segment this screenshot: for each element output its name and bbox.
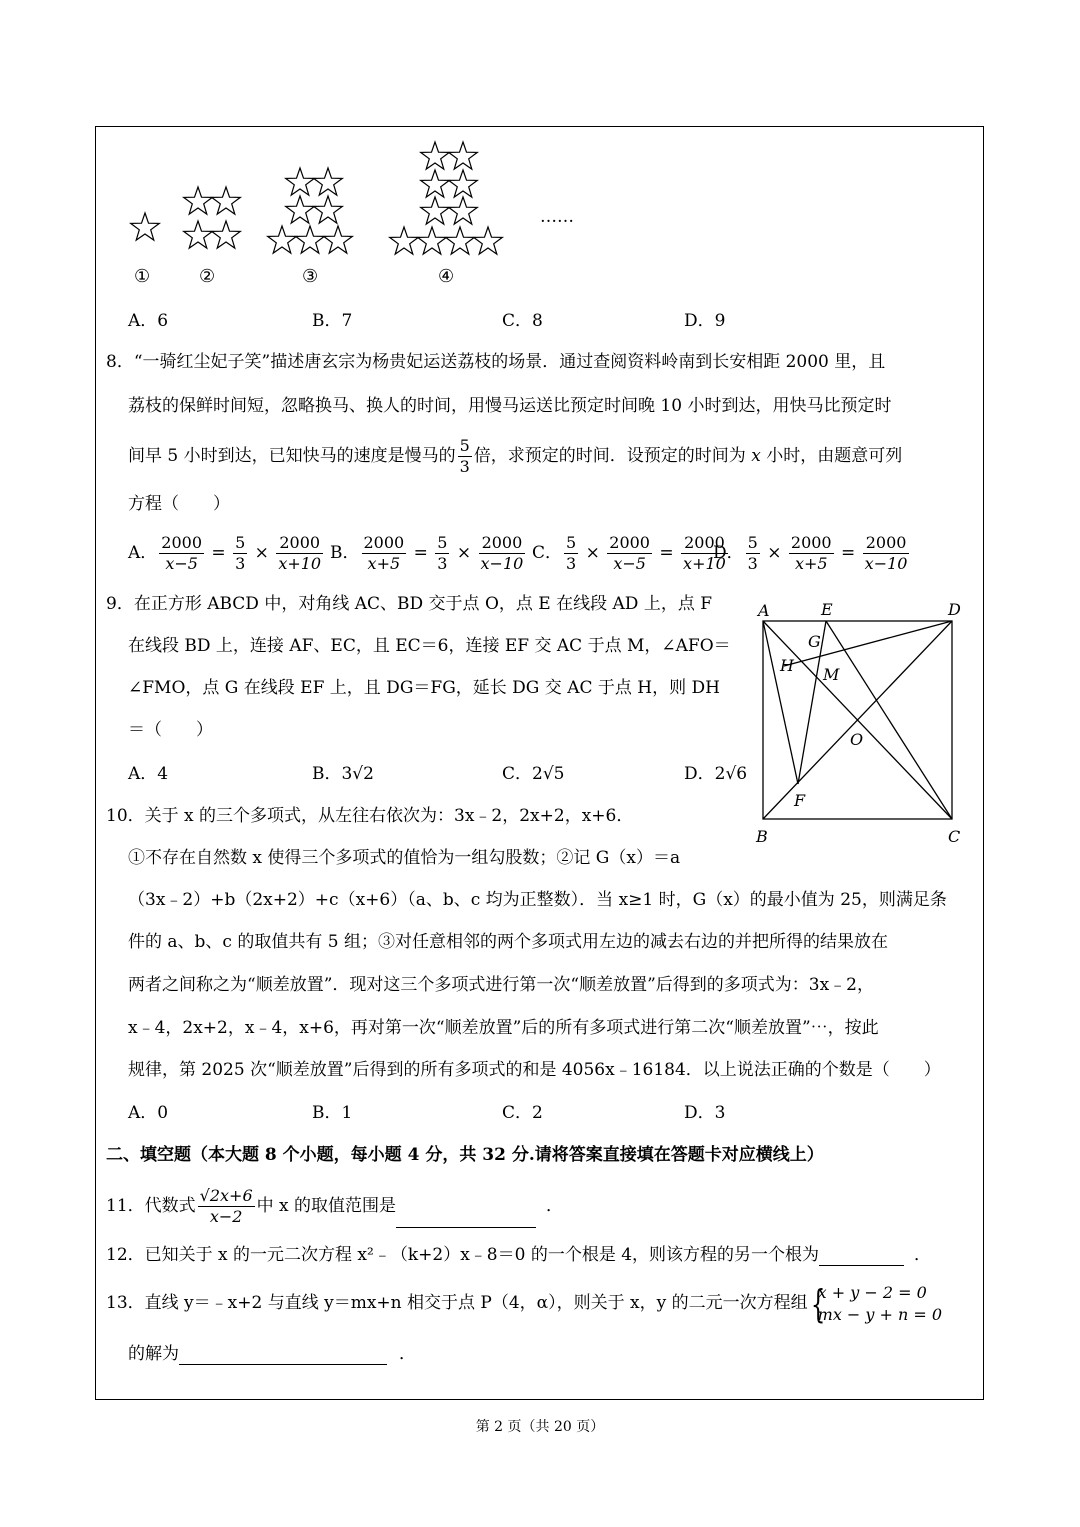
label-h: H [780,656,794,675]
q11-end: ． [546,1196,564,1216]
square-geometry-figure [750,596,970,852]
q13-line-2-text: 的解为 [128,1344,179,1364]
label-g: G [808,632,821,651]
page-footer: 第 2 页（共 20 页） [475,1419,605,1435]
stars-figure-1 [131,213,160,240]
q12-answer-blank[interactable] [819,1247,904,1266]
q12 [106,1244,931,1266]
q8-line-3b: 倍，求预定的时间．设预定的时间为 [473,446,746,466]
q11-fraction: $\frac{√2x+6}{x-2}$ [199,1186,253,1226]
q7-option-a: A．6 [128,311,169,331]
label-e: E [821,600,833,619]
q9-line-1: 9．在正方形 ABCD 中，对角线 AC、BD 交于点 O，点 E 在线段 AD 上，点 F [106,594,713,614]
q10-line-4: 件的 a、b、c 的取值共有 5 组；③对任意相邻的两个多项式用左边的减去右边的并把所得的结果放在 [128,932,888,952]
q9-line-2: 在线段 BD 上，连接 AF、EC，且 EC＝6，连接 EF 交 AC 于点 M，∠AFO＝ [128,636,731,656]
q11-suffix: 中 x 的取值范围是 [256,1196,397,1216]
label-o: O [850,730,864,749]
star-pattern-figure [120,135,600,295]
q8-option-d: D． $\frac{5}{3}$ × $\frac{2000}{x+5}$ = $\frac{2000}{x-10}$ [713,533,908,573]
q8-option-a: A． $\frac{2000}{x-5}$ = $\frac{5}{3}$ × $\frac{2000}{x+10}$ [128,533,322,573]
segment-ec [826,621,952,819]
q7-option-b: B．7 [312,311,353,331]
figure-label-3: ③ [302,266,319,287]
q7-option-c: C．8 [502,311,543,331]
q13-end: ． [399,1344,416,1364]
q10-line-1: 10．关于 x 的三个多项式，从左往右依次为：3x﹣2，2x+2，x+6． [106,806,634,826]
q8-line-2: 荔枝的保鲜时间短，忽略换马、换人的时间，用慢马运送比预定时间晚 10 小时到达，用快马比预定时 [128,396,892,416]
q12-end: ． [914,1245,932,1265]
label-c: C [948,827,961,846]
q9-option-b: B．3√2 [312,764,374,784]
label-b: B [756,827,768,846]
q10-line-6: x﹣4，2x+2，x﹣4，x+6，再对第一次“顺差放置”后的所有多项式进行第二次“顺差放置”⋯，按此 [128,1018,879,1038]
stars-figure-4 [390,142,503,254]
q13-line-2 [128,1343,416,1365]
q8-option-b: B． $\frac{2000}{x+5}$ = $\frac{5}{3}$ × $\frac{2000}{x-10}$ [330,533,524,573]
q8-line-3a: 间早 5 小时到达，已知快马的速度是慢马的 [128,446,456,466]
q10-line-5: 两者之间称之为“顺差放置”．现对这三个多项式进行第一次“顺差放置”后得到的多项式为：3x﹣2， [128,975,874,995]
label-a: A [758,601,770,620]
q10-line-3: （3x﹣2）+b（2x+2）+c（x+6）（a、b、c 均为正整数）．当 x≥1 时，G（x）的最小值为 25，则满足条 [128,890,947,910]
q13-equation-system [808,1282,942,1326]
q8-line-4: 方程（ ） [128,494,230,514]
q9-option-d: D．2√6 [684,764,748,784]
q10-line-7: 规律，第 2025 次“顺差放置”后得到的所有多项式的和是 4056x﹣16184．以上说法正确的个数是（ ） [128,1060,941,1080]
q8-variable-x: x [751,446,761,466]
q7-option-d: D．9 [684,311,726,331]
q11 [106,1184,563,1228]
label-m: M [823,665,840,684]
q8-option-c: C． $\frac{5}{3}$ × $\frac{2000}{x-5}$ = $\frac{2000}{x+10}$ [532,533,726,573]
q11-prefix: 11．代数式 [106,1196,196,1216]
label-f: F [794,791,806,810]
q13-equation-2: mx − y + n = 0 [817,1304,943,1324]
figure-label-2: ② [199,266,216,287]
q10-line-2: ①不存在自然数 x 使得三个多项式的值恰为一组勾股数；②记 G（x）＝a [128,848,681,868]
q10-option-c: C．2 [502,1103,543,1123]
stars-figure-2 [184,187,241,248]
q8-line-3c: 小时，由题意可列 [766,446,903,466]
q8-line-3 [128,434,902,478]
segment-af [763,621,798,784]
q13-text: 13．直线 y＝﹣x+2 与直线 y＝mx+n 相交于点 P（4，α），则关于 x，y 的二元一次方程组 [106,1293,808,1313]
q9-line-3: ∠FMO，点 G 在线段 EF 上，且 DG＝FG，延长 DG 交 AC 于点 H，则 DH [128,678,720,698]
q13-equation-1: { x + y − 2 = 0 [817,1282,927,1302]
section-2-heading: 二、填空题（本大题 8 个小题，每小题 4 分，共 32 分.请将答案直接填在答题卡对应横线上） [106,1145,824,1165]
sequence-ellipsis: …… [540,207,574,227]
q9-line-4: ＝（ ） [128,720,213,740]
q10-option-b: B．1 [312,1103,353,1123]
q12-text: 12．已知关于 x 的一元二次方程 x²﹣（k+2）x﹣8＝0 的一个根是 4，则该方程的另一个根为 [106,1245,820,1265]
q11-answer-blank[interactable] [396,1209,536,1228]
q8-line-1: 8．“一骑红尘妃子笑”描述唐玄宗为杨贵妃运送荔枝的场景．通过查阅资料岭南到长安相距 2000 里，且 [106,352,886,372]
figure-label-4: ④ [438,266,455,287]
figure-label-1: ① [134,266,151,287]
stars-figure-3 [268,168,353,253]
q13 [106,1281,942,1326]
five-thirds-fraction: $\frac{5}{3}$ [459,436,470,476]
q9-option-c: C．2√5 [502,764,565,784]
q10-option-a: A．0 [128,1103,169,1123]
q10-option-d: D．3 [684,1103,726,1123]
q13-answer-blank[interactable] [179,1346,387,1365]
label-d: D [948,600,961,619]
q9-option-a: A．4 [128,764,169,784]
